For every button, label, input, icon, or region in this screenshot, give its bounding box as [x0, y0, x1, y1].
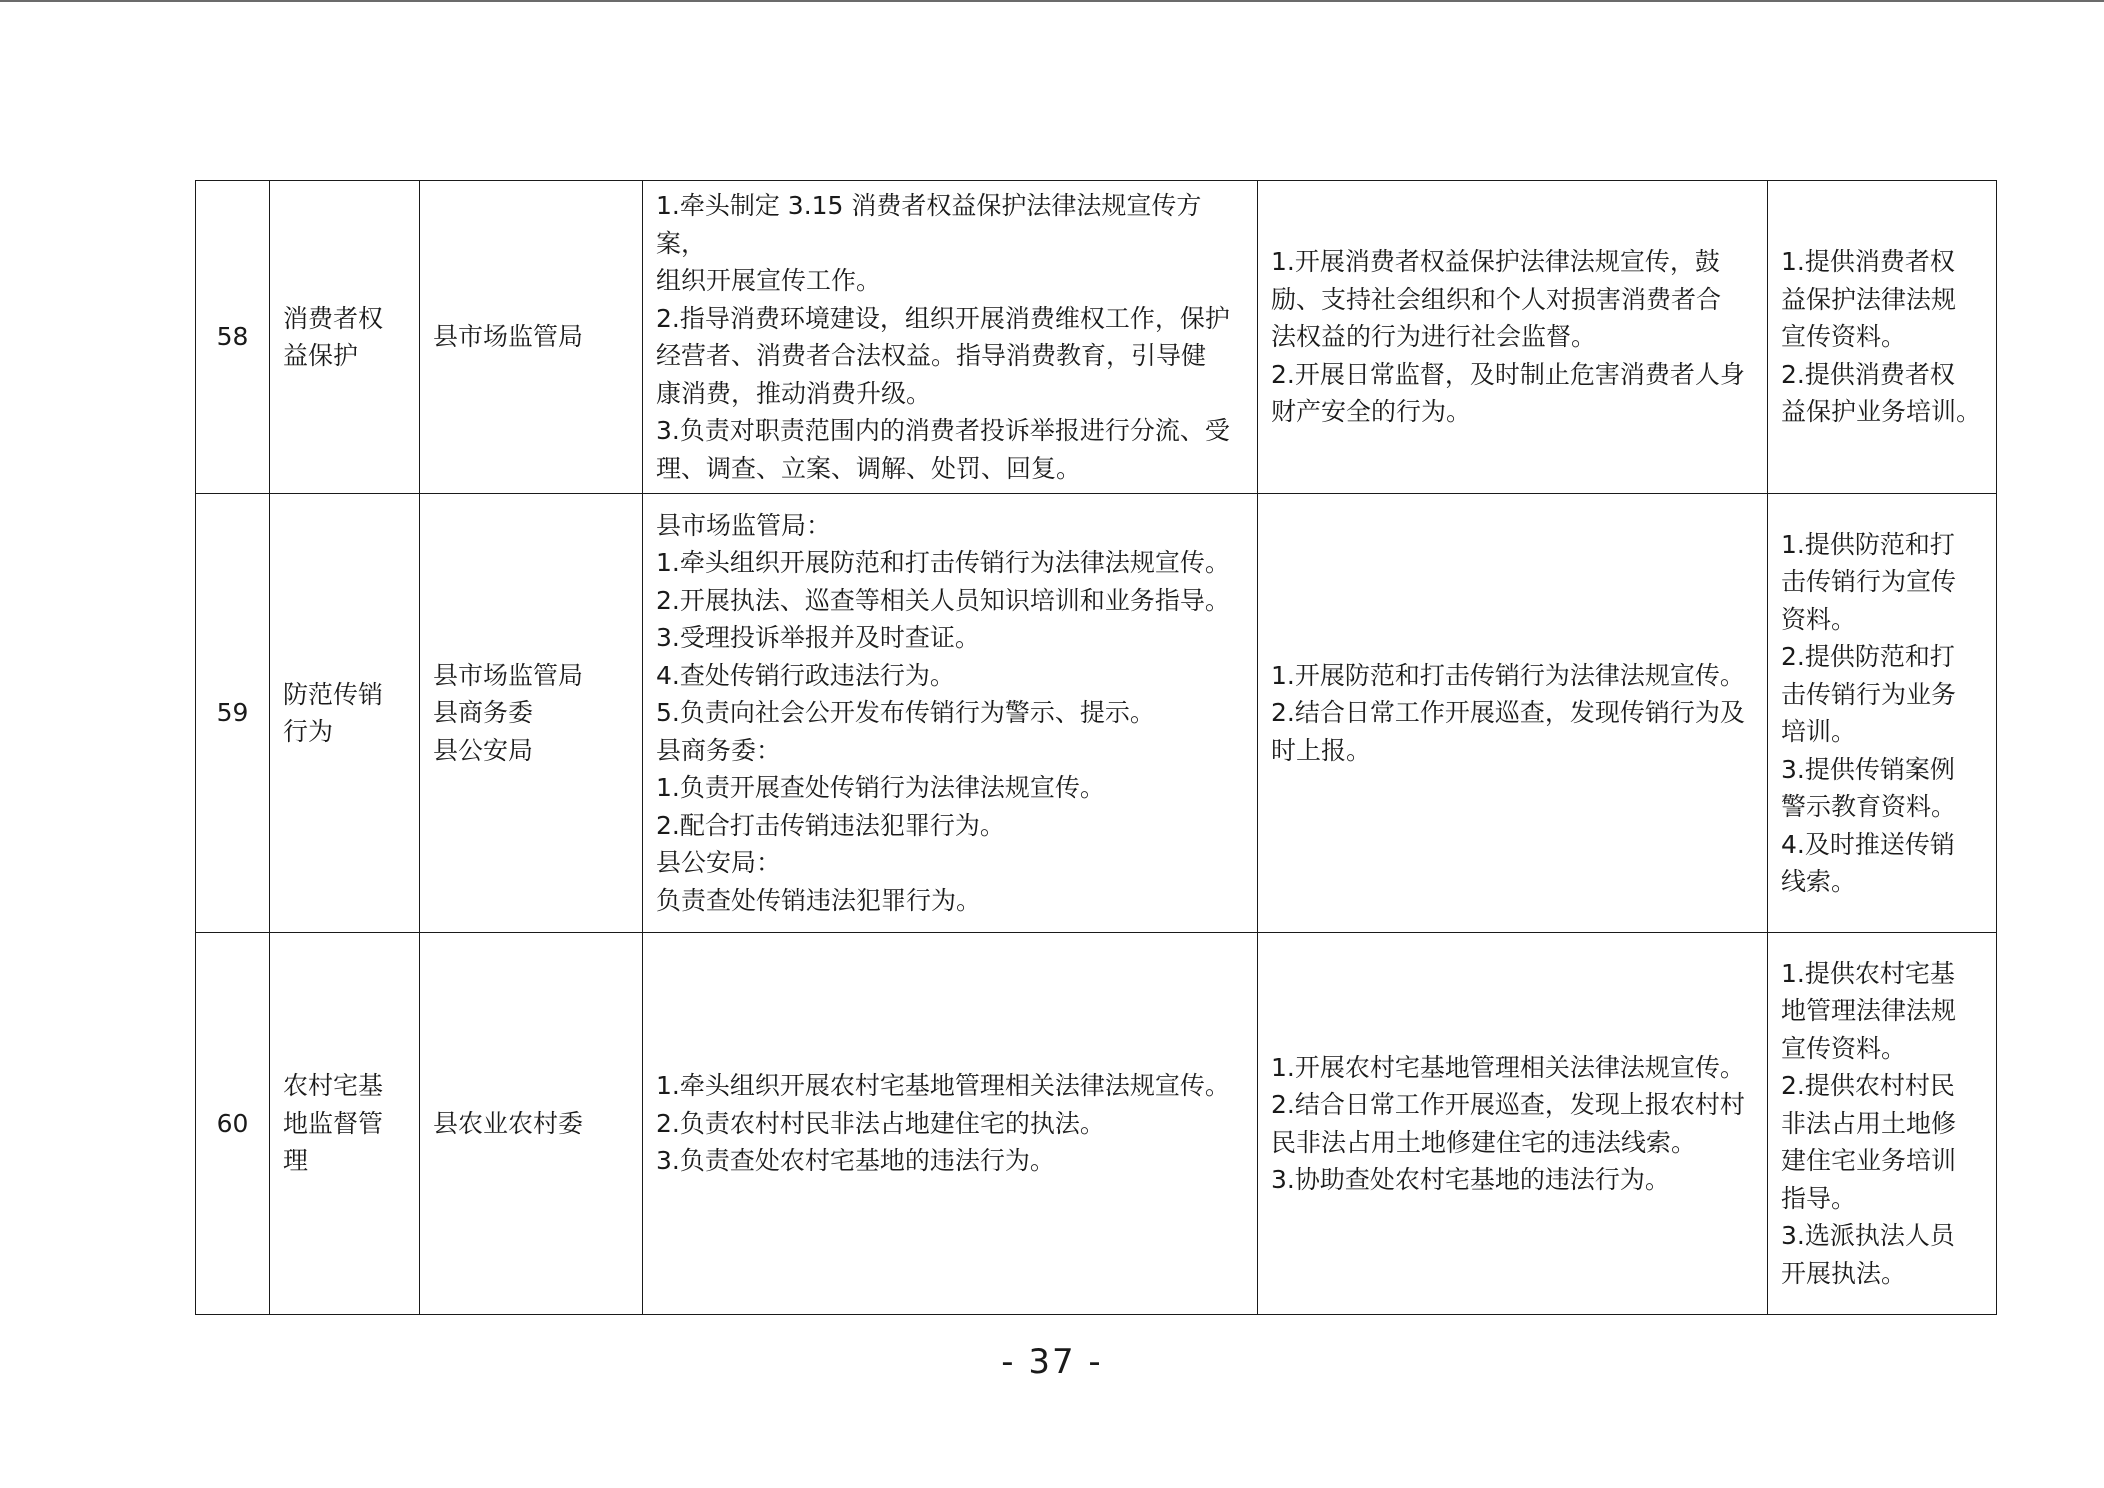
text-line: 2.结合日常工作开展巡查，发现上报农村村 [1271, 1090, 1745, 1119]
row-number: 59 [196, 494, 270, 933]
text-line: 理、调查、立案、调解、处罚、回复。 [656, 453, 1082, 483]
text-line: 1.牵头组织开展农村宅基地管理相关法律法规宣传。 [656, 1071, 1230, 1101]
text-line: 3.负责对职责范围内的消费者投诉举报进行分流、受 [656, 416, 1230, 445]
text-line: 益保护业务培训。 [1781, 397, 1982, 427]
text-line: 励、支持社会组织和个人对损害消费者合 [1271, 284, 1722, 314]
row-number: 60 [196, 933, 270, 1315]
text-line: 县农业农村委 [433, 1108, 584, 1138]
text-line: 1.提供防范和打 [1781, 529, 1955, 559]
table-row [196, 933, 1997, 1315]
text-line: 康消费，推动消费升级。 [656, 378, 932, 408]
text-line: 县公安局 [433, 735, 534, 765]
township-duties [1258, 933, 1768, 1315]
text-line: 击传销行为业务 [1781, 679, 1957, 709]
text-line: 宣传资料。 [1781, 322, 1907, 352]
text-line: 县商务委 [433, 698, 534, 728]
township-duties [1258, 494, 1768, 933]
text-line: 1.开展防范和打击传销行为法律法规宣传。 [1271, 660, 1745, 690]
responsible-department [420, 933, 643, 1315]
text-line: 建住宅业务培训 [1781, 1146, 1957, 1176]
text-line: 县市场监管局 [433, 660, 584, 690]
support-measures [1768, 933, 1997, 1315]
lead-department-duties [643, 494, 1258, 933]
text-line: 农村宅基 [283, 1071, 384, 1101]
page-top-rule [0, 0, 2104, 2]
text-line: 警示教育资料。 [1781, 792, 1957, 821]
text-line: 线索。 [1781, 867, 1857, 896]
lead-department-duties [643, 933, 1258, 1315]
text-line: 3.负责查处农村宅基地的违法行为。 [656, 1146, 1055, 1176]
text-line: 4.查处传销行政违法行为。 [656, 660, 955, 690]
cell-text [1781, 243, 1983, 431]
text-line: 行为 [283, 717, 334, 746]
cell-text [433, 318, 629, 356]
responsibility-table [195, 180, 1997, 1315]
cell-text [656, 187, 1244, 487]
cell-text [283, 300, 406, 375]
support-measures [1768, 181, 1997, 494]
text-line: 消费者权 [283, 303, 384, 333]
cell-text [656, 507, 1244, 920]
text-line: 地管理法律法规 [1781, 996, 1957, 1026]
text-line: 资料。 [1781, 604, 1857, 634]
support-measures [1768, 494, 1997, 933]
table-row [196, 494, 1997, 933]
table-row [196, 181, 1997, 494]
text-line: 3.协助查处农村宅基地的违法行为。 [1271, 1165, 1670, 1194]
text-line: 3.受理投诉举报并及时查证。 [656, 623, 980, 653]
text-line: 2.负责农村村民非法占地建住宅的执法。 [656, 1108, 1105, 1138]
item-name [270, 181, 420, 494]
text-line: 1.开展消费者权益保护法律法规宣传，鼓 [1271, 247, 1720, 277]
cell-text [656, 1067, 1244, 1180]
cell-text [1781, 526, 1983, 901]
page-number: - 37 - [1001, 1342, 1103, 1382]
text-line: 4.及时推送传销 [1781, 829, 1955, 859]
lead-department-duties [643, 181, 1258, 494]
cell-text [283, 1067, 406, 1180]
text-line: 县市场监管局： [656, 510, 832, 540]
text-line: 2.结合日常工作开展巡查，发现传销行为及 [1271, 698, 1745, 728]
text-line: 1.提供农村宅基 [1781, 958, 1955, 988]
text-line: 非法占用土地修 [1781, 1108, 1957, 1138]
text-line: 民非法占用土地修建住宅的违法线索。 [1271, 1127, 1697, 1157]
text-line: 组织开展宣传工作。 [656, 266, 882, 295]
text-line: 1.牵头组织开展防范和打击传销行为法律法规宣传。 [656, 548, 1230, 578]
text-line: 2.配合打击传销违法犯罪行为。 [656, 810, 1005, 840]
cell-text [433, 1105, 629, 1143]
text-line: 3.选派执法人员 [1781, 1221, 1955, 1251]
text-line: 1.负责开展查处传销行为法律法规宣传。 [656, 773, 1105, 803]
text-line: 开展执法。 [1781, 1258, 1907, 1288]
text-line: 负责查处传销违法犯罪行为。 [656, 885, 982, 915]
cell-text [1271, 243, 1754, 431]
text-line: 理 [283, 1146, 309, 1176]
text-line: 县商务委： [656, 735, 782, 765]
text-line: 财产安全的行为。 [1271, 397, 1472, 427]
item-name [270, 494, 420, 933]
text-line: 县公安局： [656, 848, 782, 878]
text-line: 时上报。 [1271, 735, 1372, 765]
text-line: 2.开展日常监督，及时制止危害消费者人身 [1271, 359, 1745, 389]
text-line: 培训。 [1781, 717, 1857, 746]
text-line: 3.提供传销案例 [1781, 754, 1955, 784]
text-line: 2.提供防范和打 [1781, 642, 1955, 671]
text-line: 1.提供消费者权 [1781, 247, 1955, 277]
text-line: 法权益的行为进行社会监督。 [1271, 322, 1597, 352]
cell-text [1781, 955, 1983, 1293]
text-line: 防范传销 [283, 679, 384, 709]
item-name [270, 933, 420, 1315]
text-line: 2.开展执法、巡查等相关人员知识培训和业务指导。 [656, 585, 1230, 615]
text-line: 益保护 [283, 341, 359, 370]
cell-text [433, 657, 629, 770]
text-line: 2.指导消费环境建设，组织开展消费维权工作，保护 [656, 303, 1230, 333]
text-line: 县市场监管局 [433, 322, 584, 352]
text-line: 指导。 [1781, 1183, 1857, 1213]
text-line: 地监督管 [283, 1108, 384, 1138]
text-line: 1.开展农村宅基地管理相关法律法规宣传。 [1271, 1052, 1745, 1082]
responsible-department [420, 181, 643, 494]
text-line: 1.牵头制定 3.15 消费者权益保护法律法规宣传方案， [656, 191, 1202, 258]
cell-text [1271, 1049, 1754, 1199]
text-line: 益保护法律法规 [1781, 284, 1957, 314]
text-line: 2.提供消费者权 [1781, 359, 1955, 389]
text-line: 5.负责向社会公开发布传销行为警示、提示。 [656, 698, 1155, 728]
text-line: 击传销行为宣传 [1781, 567, 1957, 596]
township-duties [1258, 181, 1768, 494]
cell-text [283, 676, 406, 751]
text-line: 2.提供农村村民 [1781, 1071, 1955, 1101]
text-line: 经营者、消费者合法权益。指导消费教育，引导健 [656, 341, 1207, 370]
cell-text [1271, 657, 1754, 770]
responsible-department [420, 494, 643, 933]
text-line: 宣传资料。 [1781, 1033, 1907, 1063]
row-number: 58 [196, 181, 270, 494]
